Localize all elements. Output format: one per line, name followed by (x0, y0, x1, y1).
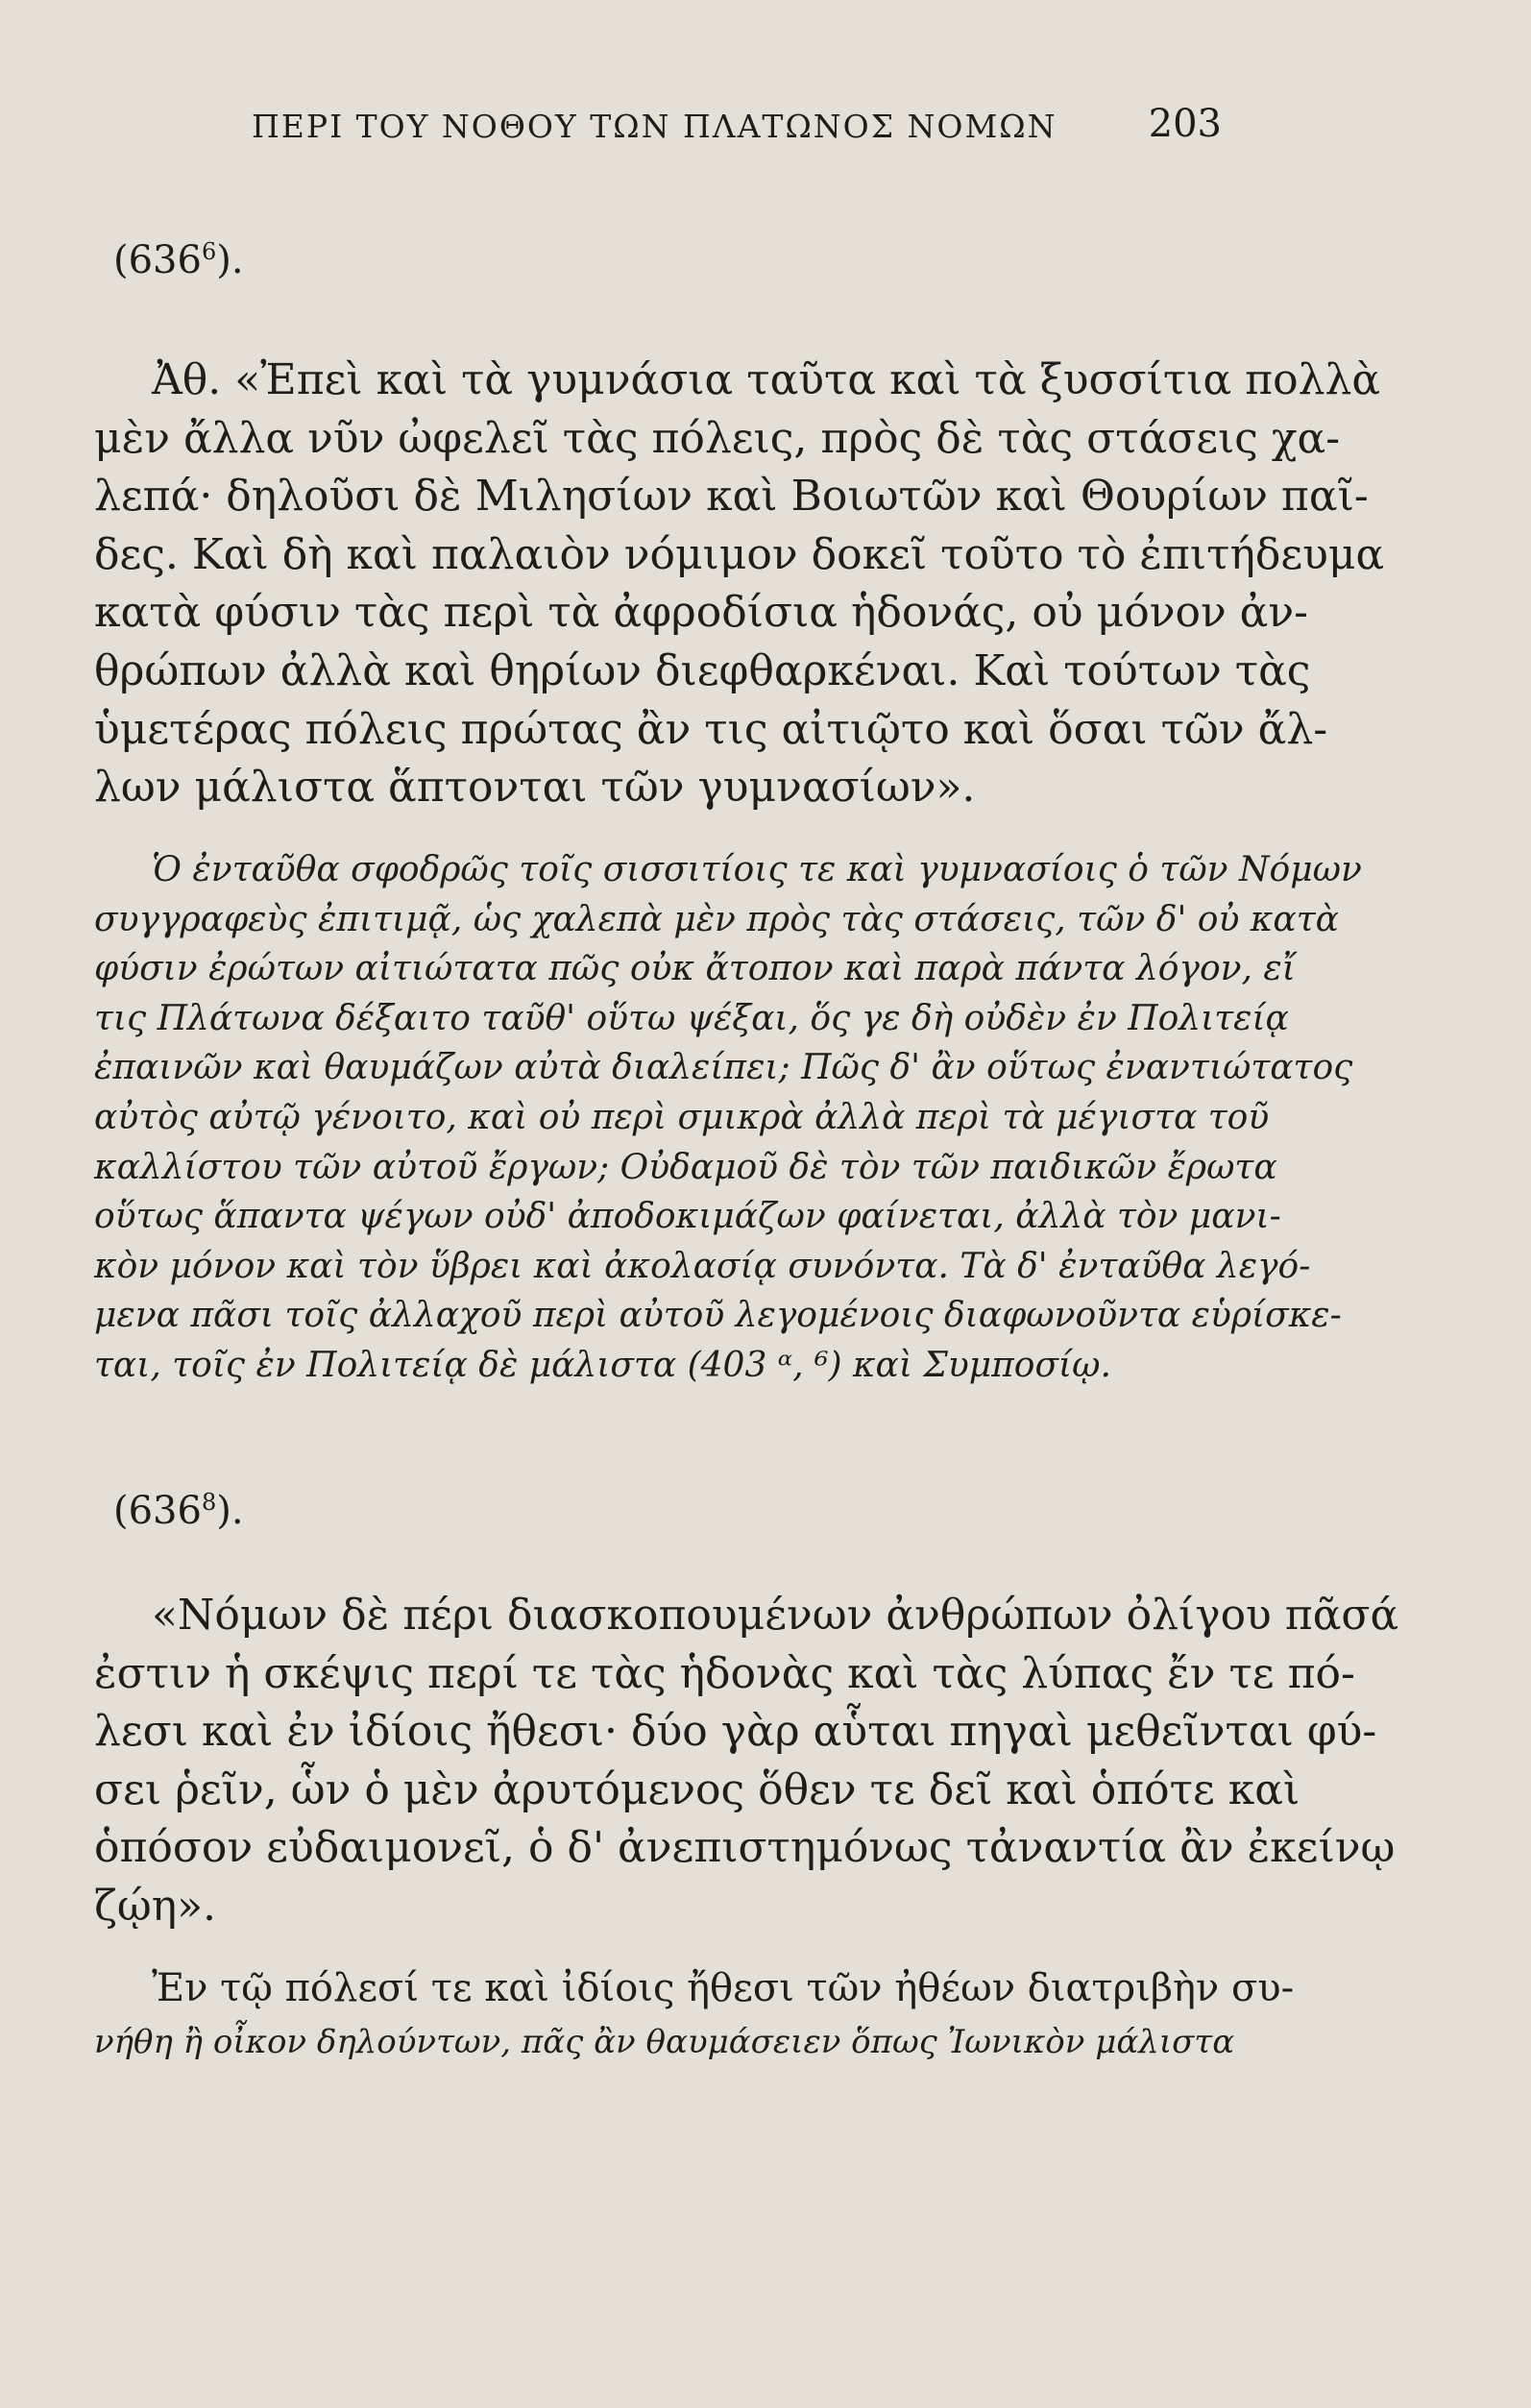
text-line: νήθη ἢ οἶκον δηλούντων, πᾶς ἂν θαυμάσειεν ὅπως Ἰωνικὸν μάλιστα (94, 2023, 1235, 2061)
text-line: λεπά· δηλοῦσι δὲ Μιλησίων καὶ Βοιωτῶν καὶ Θουρίων παῖ- (94, 472, 1369, 522)
text-line: ὑμετέρας πόλεις πρώτας ἂν τις αἰτιῷτο καὶ ὅσαι τῶν ἄλ- (94, 704, 1328, 754)
reference-superscript: 8 (201, 1489, 217, 1516)
text-line: Ἀθ. «Ἐπεὶ καὶ τὰ γυμνάσια ταῦτα καὶ τὰ ξυσσίτια πολλὰ (152, 355, 1381, 404)
reference-number: (636 (113, 238, 202, 282)
text-line: τις Πλάτωνα δέξαιτο ταῦθ' οὕτω ψέξαι, ὅς γε δὴ οὐδὲν ἐν Πολιτείᾳ (94, 998, 1289, 1038)
text-line: αὐτὸς αὐτῷ γένοιτο, καὶ οὐ περὶ σμικρὰ ἀλλὰ περὶ τὰ μέγιστα τοῦ (94, 1097, 1270, 1137)
text-line: σει ῥεῖν, ὧν ὁ μὲν ἀρυτόμενος ὅθεν τε δεῖ καὶ ὁπότε καὶ (94, 1764, 1300, 1814)
reference-superscript: 6 (201, 238, 217, 265)
running-title: ΠΕΡΙ ΤΟΥ ΝΟΘΟΥ ΤΩΝ ΠΛΑΤΩΝΟΣ ΝΟΜΩΝ (252, 108, 1057, 145)
text-line: καλλίστου τῶν αὐτοῦ ἔργων; Οὐδαμοῦ δὲ τὸν τῶν παιδικῶν ἔρωτα (94, 1147, 1277, 1187)
quote-paragraph (94, 352, 1385, 817)
text-line: Ἐν τῷ πόλεσί τε καὶ ἰδίοις ἤθεσι τῶν ἠθέων διατριβὴν συ- (152, 1966, 1295, 2010)
commentary-paragraph (94, 845, 1362, 1391)
text-line: ἐπαινῶν καὶ θαυμάζων αὐτὰ διαλείπει; Πῶς δ' ἂν οὕτως ἐναντιώτατος (94, 1048, 1353, 1088)
quote-paragraph (94, 1587, 1399, 1936)
text-line: δες. Καὶ δὴ καὶ παλαιὸν νόμιμον δοκεῖ τοῦτο τὸ ἐπιτήδευμα (94, 529, 1385, 579)
text-line: ἐστιν ἡ σκέψις περί τε τὰς ἡδονὰς καὶ τὰς λύπας ἔν τε πό- (94, 1648, 1355, 1698)
commentary-paragraph (94, 1961, 1295, 2069)
section-reference (113, 1489, 244, 1533)
text-line: θρώπων ἀλλὰ καὶ θηρίων διεφθαρκέναι. Καὶ τούτων τὰς (94, 645, 1311, 695)
text-line: ὁπόσον εὐδαιμονεῖ, ὁ δ' ἀνεπιστημόνως τἀναντία ἂν ἐκείνῳ (94, 1823, 1396, 1873)
reference-close: ). (216, 1489, 244, 1533)
text-line: κατὰ φύσιν τὰς περὶ τὰ ἀφροδίσια ἡδονάς, οὐ μόνον ἀν- (94, 588, 1309, 638)
text-line: «Νόμων δὲ πέρι διασκοπουμένων ἀνθρώπων ὀλίγου πᾶσά (152, 1591, 1399, 1640)
text-line: Ὁ ἐνταῦθα σφοδρῶς τοῖς σισσιτίοις τε καὶ γυμνασίοις ὁ τῶν Νόμων (152, 850, 1362, 889)
reference-number: (636 (113, 1489, 202, 1533)
text-line: κὸν μόνον καὶ τὸν ὕβρει καὶ ἀκολασίᾳ συνόντα. Τὰ δ' ἐνταῦθα λεγό- (94, 1246, 1311, 1286)
text-line: λεσι καὶ ἐν ἰδίοις ἤθεσι· δύο γὰρ αὗται πηγαὶ μεθεῖνται φύ- (94, 1707, 1377, 1757)
page-header (252, 102, 1222, 156)
text-line: ζῴη». (94, 1881, 216, 1931)
text-line: λων μάλιστα ἅπτονται τῶν γυμνασίων». (94, 763, 976, 813)
text-line: ται, τοῖς ἐν Πολιτείᾳ δὲ μάλιστα (403 ᵅ, ⁶) καὶ Συμποσίῳ. (94, 1345, 1111, 1385)
page-number: 203 (1148, 102, 1222, 146)
text-line: μὲν ἄλλα νῦν ὠφελεῖ τὰς πόλεις, πρὸς δὲ τὰς στάσεις χα- (94, 413, 1341, 463)
text-line: μενα πᾶσι τοῖς ἀλλαχοῦ περὶ αὐτοῦ λεγομένοις διαφωνοῦντα εὑρίσκε- (94, 1296, 1342, 1336)
text-line: οὕτως ἅπαντα ψέγων οὐδ' ἀποδοκιμάζων φαίνεται, ἀλλὰ τὸν μανι- (94, 1197, 1281, 1237)
section-reference (113, 238, 244, 282)
text-line: συγγραφεὺς ἐπιτιμᾷ, ὡς χαλεπὰ μὲν πρὸς τὰς στάσεις, τῶν δ' οὐ κατὰ (94, 899, 1339, 939)
reference-close: ). (216, 238, 244, 282)
text-line: φύσιν ἐρώτων αἰτιώτατα πῶς οὐκ ἄτοπον καὶ παρὰ πάντα λόγον, εἴ (94, 949, 1296, 989)
